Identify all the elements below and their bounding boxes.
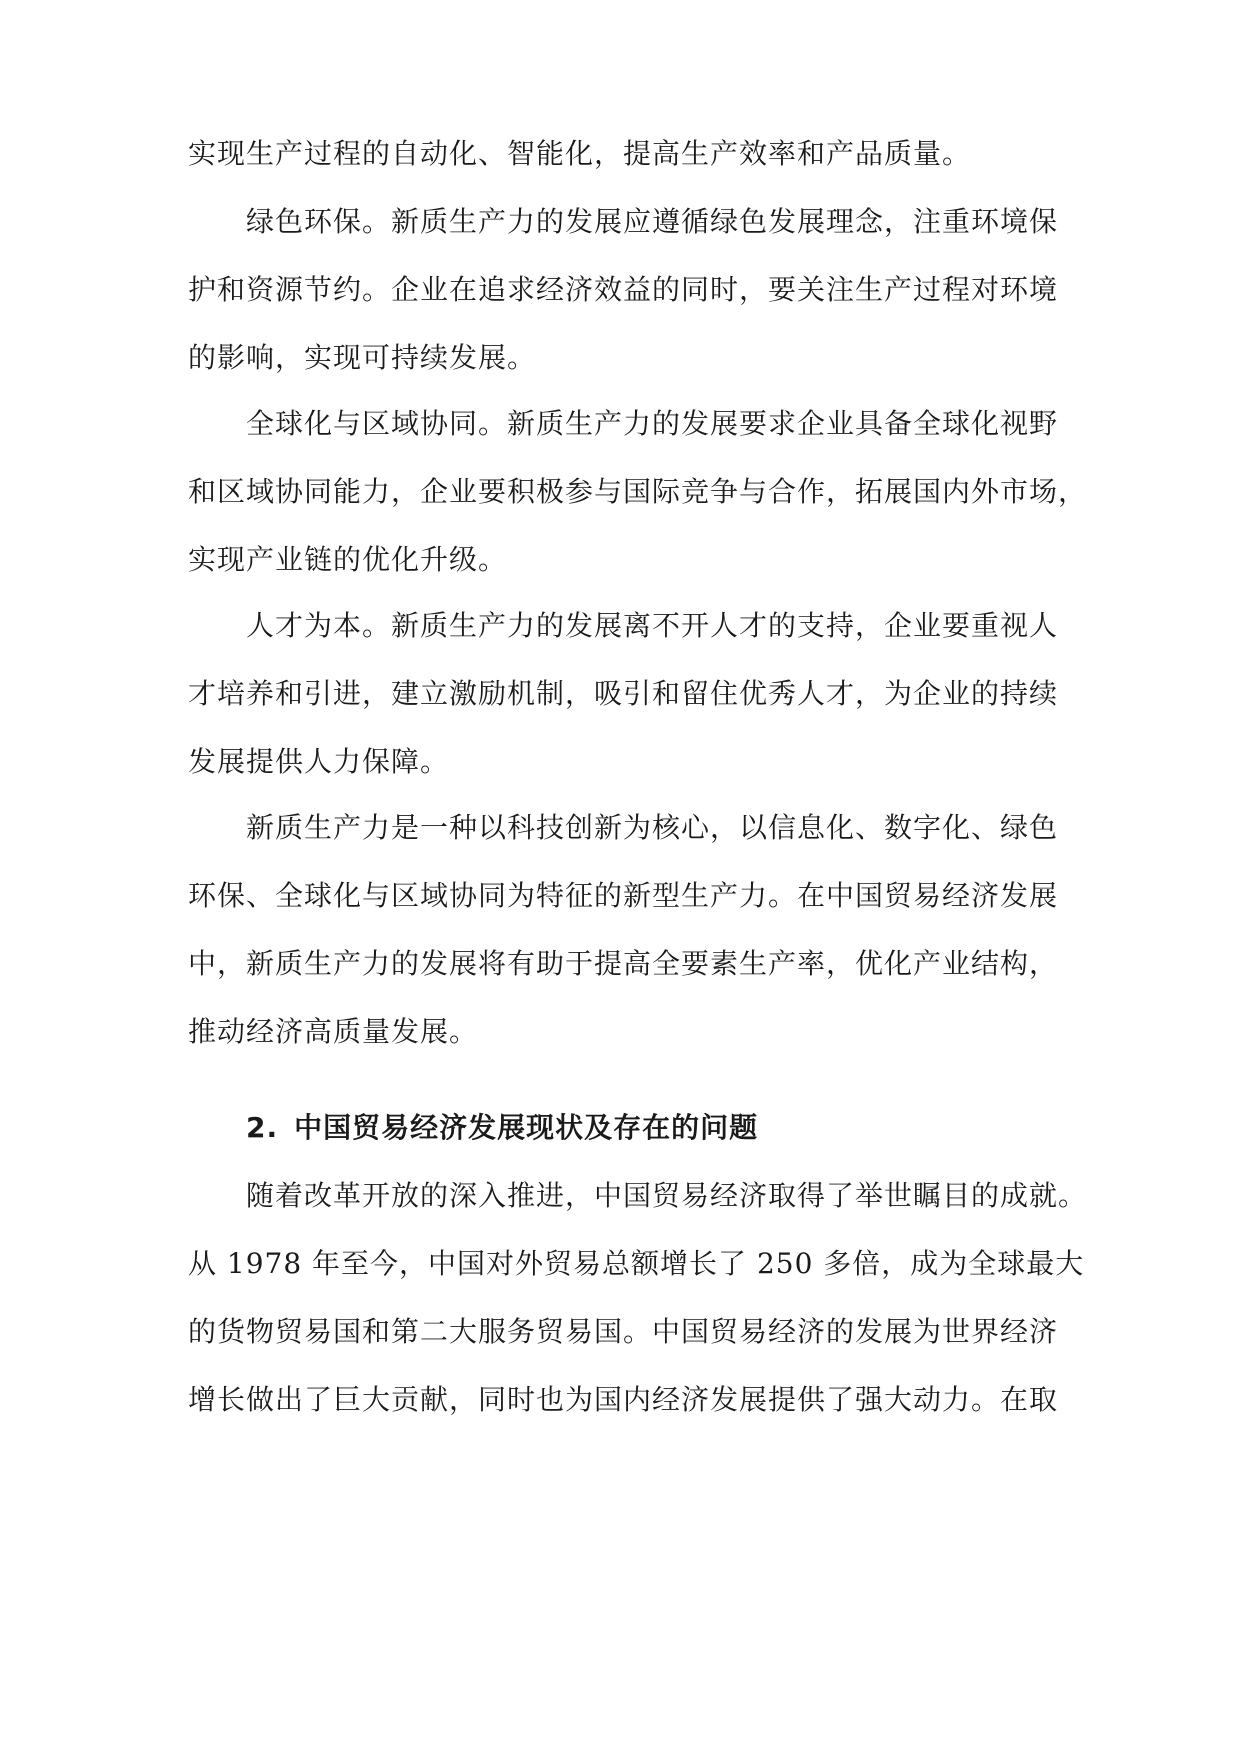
paragraph-first-line: 新质生产力是一种以科技创新为核心，以信息化、数字化、绿色 bbox=[246, 811, 1059, 844]
body-line: 增长做出了巨大贡献，同时也为国内经济发展提供了强大动力。在取 bbox=[188, 1383, 1059, 1416]
body-line: 从 1978 年至今，中国对外贸易总额增长了 250 多倍，成为全球最大 bbox=[188, 1247, 1085, 1280]
body-line: 实现产业链的优化升级。 bbox=[188, 543, 508, 576]
body-line: 的货物贸易国和第二大服务贸易国。中国贸易经济的发展为世界经济 bbox=[188, 1315, 1059, 1348]
body-line: 推动经济高质量发展。 bbox=[188, 1015, 479, 1048]
paragraph-first-line: 人才为本。新质生产力的发展离不开人才的支持，企业要重视人 bbox=[246, 609, 1059, 642]
body-line: 实现生产过程的自动化、智能化，提高生产效率和产品质量。 bbox=[188, 137, 972, 170]
section-heading bbox=[246, 1108, 758, 1148]
body-line: 才培养和引进，建立激励机制，吸引和留住优秀人才，为企业的持续 bbox=[188, 677, 1059, 710]
body-line: 和区域协同能力，企业要积极参与国际竞争与合作，拓展国内外市场， bbox=[188, 475, 1088, 508]
paragraph-first-line: 全球化与区域协同。新质生产力的发展要求企业具备全球化视野 bbox=[246, 407, 1059, 440]
paragraph-first-line: 随着改革开放的深入推进，中国贸易经济取得了举世瞩目的成就。 bbox=[246, 1179, 1088, 1212]
paragraph-first-line: 绿色环保。新质生产力的发展应遵循绿色发展理念，注重环境保 bbox=[246, 205, 1059, 238]
body-line: 环保、全球化与区域协同为特征的新型生产力。在中国贸易经济发展 bbox=[188, 879, 1059, 912]
body-line: 的影响，实现可持续发展。 bbox=[188, 341, 537, 374]
body-line: 中，新质生产力的发展将有助于提高全要素生产率，优化产业结构， bbox=[188, 947, 1059, 980]
body-line: 发展提供人力保障。 bbox=[188, 745, 450, 778]
section-title: 中国贸易经济发展现状及存在的问题 bbox=[294, 1111, 759, 1144]
body-line: 护和资源节约。企业在追求经济效益的同时，要关注生产过程对环境 bbox=[188, 273, 1059, 306]
section-number: 2. bbox=[246, 1111, 279, 1144]
